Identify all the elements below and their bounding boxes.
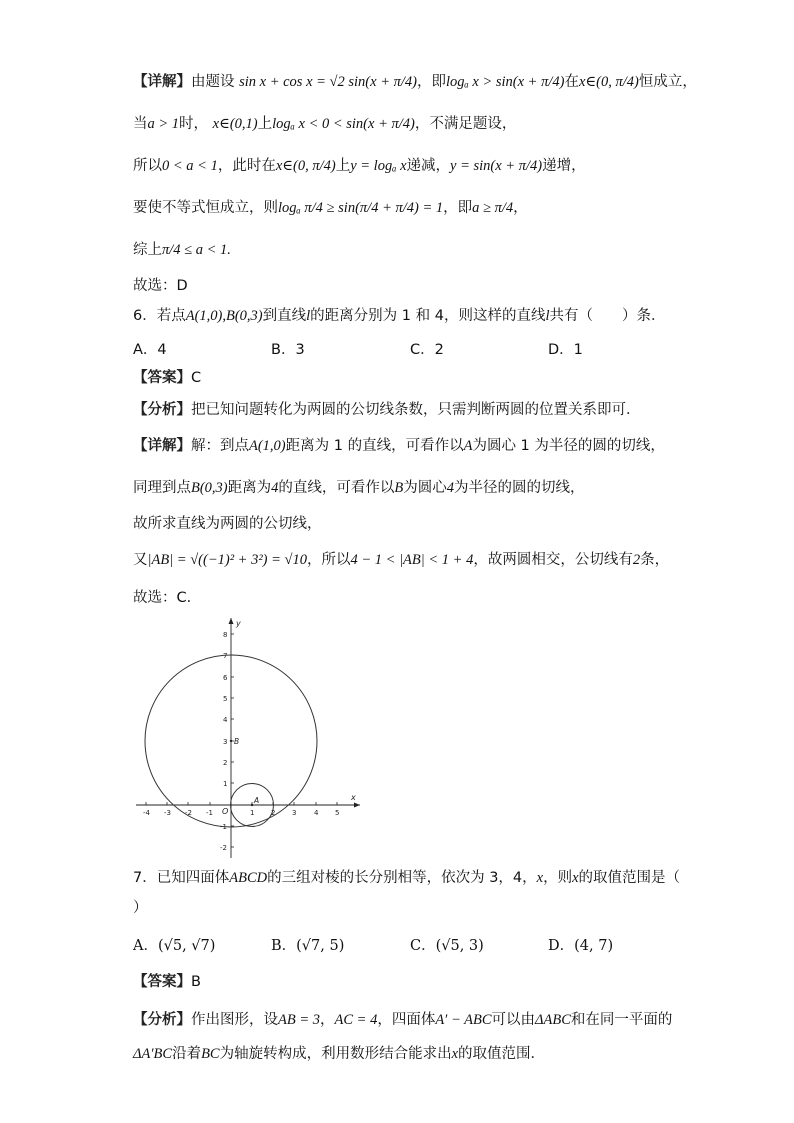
- q7-option-b: B．(√7, 5): [271, 938, 345, 954]
- y-tick-label: 4: [223, 716, 228, 724]
- point-b-label: B: [234, 737, 240, 746]
- formula: sin x + cos x = √2 sin(x + π/4): [239, 74, 417, 90]
- q6-detail-4: 又|AB| = √((−1)² + 3²) = √10，所以4 − 1 < |AB| < 1 + 4，故两圆相交，公切线有2条，: [133, 552, 670, 568]
- p5-line-5: 综上π/4 ≤ a < 1.: [133, 242, 231, 258]
- q6-detail-1: 【详解】解：到点A(1,0)距离为 1 的直线，可看作以A为圆心 1 为半径的圆的切线，: [133, 438, 665, 454]
- q6-detail-3: 故所求直线为两圆的公切线，: [133, 516, 322, 532]
- q7-analysis-1: 【分析】作出图形，设AB = 3，AC = 4，四面体A′ − ABC可以由ΔABC和在同一平面的: [133, 1012, 673, 1028]
- p5-line-4: 要使不等式恒成立，则logₐ π/4 ≥ sin(π/4 + π/4) = 1，即a ≥ π/4，: [133, 200, 528, 216]
- q7-option-d: D．(4, 7): [548, 938, 614, 954]
- q6-option-d: D．1: [548, 342, 583, 358]
- q6-detail-5: 故选：C．: [133, 590, 202, 606]
- point-a: [251, 804, 253, 806]
- x-tick-label: 5: [335, 809, 340, 817]
- q6-stem: 6．若点A(1,0),B(0,3)到直线l的距离分别为 1 和 4，则这样的直线l共有（ ）条．: [133, 308, 666, 324]
- x-tick-label: 4: [314, 809, 319, 817]
- y-tick-label: 8: [223, 631, 228, 639]
- x-tick-label: -3: [164, 809, 171, 817]
- p5-choice: 故选：D: [133, 278, 188, 294]
- p5-line-2: 当a > 1时， x∈(0,1)上logₐ x < 0 < sin(x + π/4)，不满足题设，: [133, 116, 517, 132]
- p5-line-3: 所以0 < a < 1，此时在x∈(0, π/4)上y = logₐ x递减，y = sin(x + π/4)递增，: [133, 158, 586, 174]
- y-tick-label: 7: [223, 652, 228, 660]
- q7-stem-cont: ）: [133, 900, 148, 916]
- q7-option-c: C．(√5, 3): [410, 938, 484, 954]
- x-tick-label: 2: [271, 809, 276, 817]
- q6-option-c: C．2: [410, 342, 444, 358]
- x-tick-label: 1: [250, 809, 255, 817]
- x-tick-label: -2: [185, 809, 192, 817]
- q6-option-b: B．3: [271, 342, 305, 358]
- q7-analysis-2: ΔA′BC沿着BC为轴旋转构成，利用数形结合能求出x的取值范围．: [133, 1046, 546, 1062]
- q6-analysis: 【分析】把已知问题转化为两圆的公切线条数，只需判断两圆的位置关系即可．: [133, 402, 641, 418]
- formula: logₐ x > sin(x + π/4): [445, 74, 565, 90]
- x-axis-arrow: [354, 803, 360, 808]
- circles-figure: [130, 612, 370, 860]
- p5-line-1: 【详解】由题设 sin x + cos x = √2 sin(x + π/4)，即logₐ x > sin(x + π/4)在x∈(0, π/4)恒成立，: [133, 74, 697, 90]
- x-tick-label: -1: [206, 809, 213, 817]
- y-tick-label: 2: [223, 759, 228, 767]
- q6-detail-2: 同理到点B(0,3)距离为4的直线，可看作以B为圆心4为半径的圆的切线，: [133, 480, 585, 496]
- y-tick-label: -1: [220, 823, 227, 831]
- point-b: [230, 740, 232, 742]
- y-tick-label: 1: [223, 780, 228, 788]
- q7-option-a: A．(√5, √7): [133, 938, 216, 954]
- x-tick-label: -4: [143, 809, 150, 817]
- origin-label: O: [222, 807, 229, 816]
- y-axis-label: y: [236, 619, 241, 628]
- y-axis-arrow: [229, 618, 234, 624]
- detail-tag: 【详解】: [133, 74, 191, 90]
- point-a-label: A: [254, 796, 260, 805]
- y-tick-label: -2: [220, 844, 227, 852]
- formula: x∈(0, π/4): [578, 74, 639, 90]
- y-tick-label: 5: [223, 695, 228, 703]
- q7-stem: 7．已知四面体ABCD的三组对棱的长分别相等，依次为 3，4，x，则x的取值范围是（: [133, 870, 681, 886]
- q6-answer: 【答案】C: [133, 370, 202, 386]
- q6-option-a: A．4: [133, 342, 167, 358]
- x-tick-label: 3: [292, 809, 297, 817]
- q7-answer: 【答案】B: [133, 974, 201, 990]
- y-tick-label: 3: [223, 738, 228, 746]
- y-tick-label: 6: [223, 674, 228, 682]
- x-axis-label: x: [351, 793, 356, 802]
